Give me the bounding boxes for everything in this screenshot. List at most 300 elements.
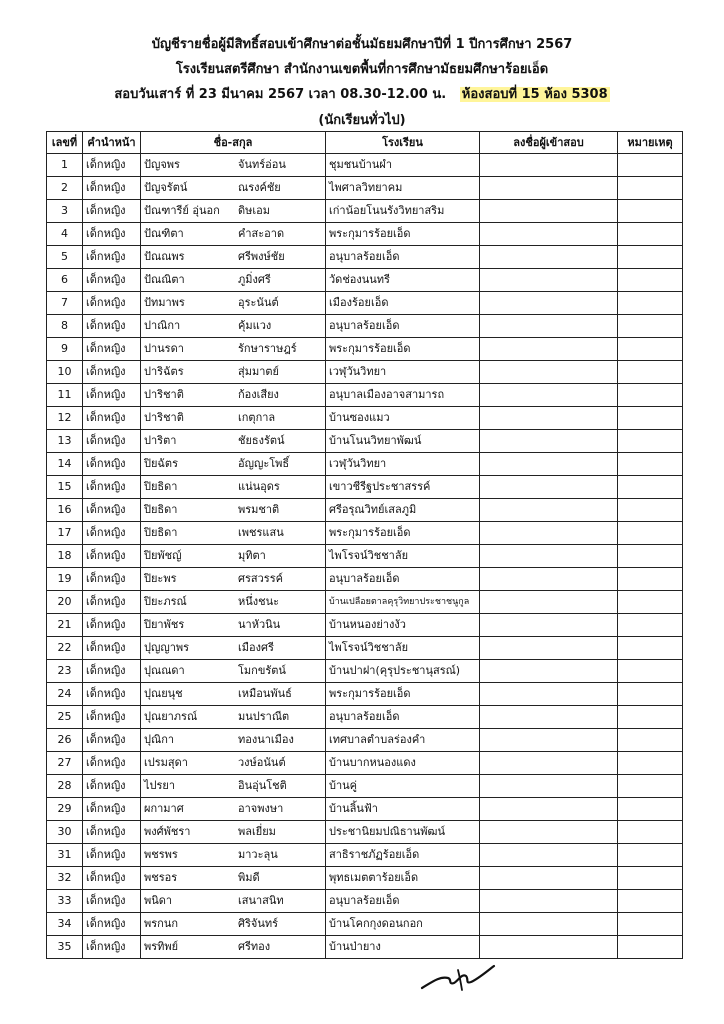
row-last-name: อัญญะโพธิ์ (238, 457, 290, 470)
column-header-signature: ลงชื่อผู้เข้าสอบ (480, 132, 618, 154)
table-row (47, 867, 683, 890)
row-first-name: ปัณฑิตา (144, 227, 184, 240)
row-full-name (141, 568, 326, 591)
row-prefix: เด็กหญิง (83, 821, 141, 844)
row-prefix: เด็กหญิง (83, 775, 141, 798)
row-first-name: ปุณิกา (144, 733, 175, 746)
row-number: 34 (47, 913, 83, 936)
row-school: เทศบาลตำบลร่องคำ (326, 729, 480, 752)
row-last-name: มนปราณีต (238, 710, 290, 723)
row-number: 22 (47, 637, 83, 660)
row-last-name: สุ่มมาตย์ (238, 365, 279, 378)
row-signature-cell (480, 568, 618, 591)
row-school: ไพโรจน์วิชชาลัย (326, 545, 480, 568)
row-signature-cell (480, 338, 618, 361)
row-last-name: เกตุกาล (238, 411, 276, 424)
row-prefix: เด็กหญิง (83, 729, 141, 752)
row-prefix: เด็กหญิง (83, 798, 141, 821)
row-number: 28 (47, 775, 83, 798)
row-first-name: ผกามาศ (144, 802, 184, 815)
row-last-name: เมืองศรี (238, 641, 274, 654)
row-prefix: เด็กหญิง (83, 522, 141, 545)
row-signature-cell (480, 936, 618, 959)
row-remark-cell (618, 453, 683, 476)
row-signature-cell (480, 614, 618, 637)
row-signature-cell (480, 545, 618, 568)
row-prefix: เด็กหญิง (83, 338, 141, 361)
row-prefix: เด็กหญิง (83, 292, 141, 315)
table-row (47, 154, 683, 177)
row-remark-cell (618, 706, 683, 729)
row-remark-cell (618, 384, 683, 407)
row-remark-cell (618, 361, 683, 384)
row-number: 11 (47, 384, 83, 407)
row-signature-cell (480, 729, 618, 752)
row-signature-cell (480, 246, 618, 269)
row-school: อนุบาลเมืองอาจสามารถ (326, 384, 480, 407)
row-school: เวฬุวันวิทยา (326, 361, 480, 384)
row-school: อนุบาลร้อยเอ็ด (326, 246, 480, 269)
roster-body (47, 154, 683, 959)
row-prefix: เด็กหญิง (83, 913, 141, 936)
row-full-name (141, 476, 326, 499)
row-last-name: ทองนาเมือง (238, 733, 294, 746)
table-row (47, 821, 683, 844)
row-prefix: เด็กหญิง (83, 200, 141, 223)
row-remark-cell (618, 292, 683, 315)
row-first-name: ปัณฑารีย์ อุ่นอก (144, 204, 220, 217)
row-remark-cell (618, 430, 683, 453)
row-last-name: ศรสวรรค์ (238, 572, 283, 585)
row-number: 16 (47, 499, 83, 522)
table-row (47, 913, 683, 936)
row-prefix: เด็กหญิง (83, 890, 141, 913)
row-prefix: เด็กหญิง (83, 706, 141, 729)
row-last-name: อาจพงษา (238, 802, 284, 815)
row-last-name: อุระนันต์ (238, 296, 279, 309)
row-remark-cell (618, 614, 683, 637)
row-last-name: พรมชาติ (238, 503, 280, 516)
row-prefix: เด็กหญิง (83, 361, 141, 384)
row-first-name: พงศ์พัชรา (144, 825, 191, 838)
row-remark-cell (618, 936, 683, 959)
row-number: 4 (47, 223, 83, 246)
row-first-name: พนิดา (144, 894, 173, 907)
exam-schedule (0, 86, 724, 104)
row-full-name (141, 361, 326, 384)
student-roster-table (46, 131, 683, 959)
row-prefix: เด็กหญิง (83, 315, 141, 338)
row-prefix: เด็กหญิง (83, 591, 141, 614)
table-row (47, 752, 683, 775)
table-row (47, 476, 683, 499)
table-row (47, 614, 683, 637)
row-remark-cell (618, 315, 683, 338)
table-row (47, 315, 683, 338)
row-signature-cell (480, 775, 618, 798)
row-last-name: หนึ่งชนะ (238, 595, 280, 608)
row-signature-cell (480, 637, 618, 660)
row-first-name: ปุณยาภรณ์ (144, 710, 198, 723)
row-first-name: พรกนก (144, 917, 178, 930)
row-school: พระกุมารร้อยเอ็ด (326, 338, 480, 361)
row-last-name: ดิษเอม (238, 204, 271, 217)
table-row (47, 798, 683, 821)
row-full-name (141, 430, 326, 453)
row-first-name: ไปรยา (144, 779, 176, 792)
table-row (47, 361, 683, 384)
row-prefix: เด็กหญิง (83, 844, 141, 867)
row-signature-cell (480, 660, 618, 683)
row-full-name (141, 200, 326, 223)
row-remark-cell (618, 775, 683, 798)
row-number: 18 (47, 545, 83, 568)
row-remark-cell (618, 913, 683, 936)
row-number: 9 (47, 338, 83, 361)
row-signature-cell (480, 269, 618, 292)
row-first-name: ปัญจรัตน์ (144, 181, 188, 194)
row-full-name (141, 706, 326, 729)
table-row (47, 568, 683, 591)
table-row (47, 292, 683, 315)
row-last-name: จันทร์อ่อน (238, 158, 286, 171)
row-school: บ้านป่ายาง (326, 936, 480, 959)
row-number: 24 (47, 683, 83, 706)
row-prefix: เด็กหญิง (83, 660, 141, 683)
table-row (47, 844, 683, 867)
row-full-name (141, 246, 326, 269)
row-number: 14 (47, 453, 83, 476)
table-row (47, 269, 683, 292)
row-remark-cell (618, 246, 683, 269)
row-school: บ้านโนนวิทยาพัฒน์ (326, 430, 480, 453)
row-last-name: คุ้มแวง (238, 319, 272, 332)
row-school: พุทธเมตตาร้อยเอ็ด (326, 867, 480, 890)
row-remark-cell (618, 591, 683, 614)
row-school: บ้านบากหนองแดง (326, 752, 480, 775)
row-full-name (141, 315, 326, 338)
row-signature-cell (480, 683, 618, 706)
row-number: 12 (47, 407, 83, 430)
row-signature-cell (480, 453, 618, 476)
row-remark-cell (618, 729, 683, 752)
row-school: อนุบาลร้อยเอ็ด (326, 706, 480, 729)
row-full-name (141, 522, 326, 545)
row-last-name: มาวะลุน (238, 848, 278, 861)
row-first-name: ปาณิกา (144, 319, 181, 332)
row-full-name (141, 269, 326, 292)
row-school: ไพศาลวิทยาคม (326, 177, 480, 200)
row-first-name: ปาริตา (144, 434, 177, 447)
row-full-name (141, 591, 326, 614)
column-header-prefix: คำนำหน้า (83, 132, 141, 154)
row-prefix: เด็กหญิง (83, 752, 141, 775)
row-prefix: เด็กหญิง (83, 246, 141, 269)
row-school: ประชานิยมปณิธานพัฒน์ (326, 821, 480, 844)
column-header-school: โรงเรียน (326, 132, 480, 154)
row-signature-cell (480, 844, 618, 867)
row-signature-cell (480, 591, 618, 614)
row-school: บ้านซองแมว (326, 407, 480, 430)
row-first-name: ปิยฉัตร (144, 457, 178, 470)
row-last-name: ภูมิ่งศรี (238, 273, 271, 286)
row-number: 30 (47, 821, 83, 844)
table-row (47, 522, 683, 545)
table-row (47, 384, 683, 407)
row-full-name (141, 775, 326, 798)
table-row (47, 706, 683, 729)
row-school: ชุมชนบ้านผำ (326, 154, 480, 177)
row-signature-cell (480, 384, 618, 407)
row-remark-cell (618, 890, 683, 913)
row-remark-cell (618, 637, 683, 660)
row-number: 6 (47, 269, 83, 292)
table-row (47, 338, 683, 361)
row-school: เก่าน้อยโนนรังวิทยาสริม (326, 200, 480, 223)
row-remark-cell (618, 499, 683, 522)
row-prefix: เด็กหญิง (83, 430, 141, 453)
row-prefix: เด็กหญิง (83, 568, 141, 591)
row-remark-cell (618, 660, 683, 683)
signature-mark (418, 958, 498, 992)
row-first-name: ปิยะภรณ์ (144, 595, 187, 608)
row-school: อนุบาลร้อยเอ็ด (326, 568, 480, 591)
row-school: อนุบาลร้อยเอ็ด (326, 315, 480, 338)
row-signature-cell (480, 292, 618, 315)
row-full-name (141, 338, 326, 361)
row-first-name: ปัญจพร (144, 158, 180, 171)
row-first-name: พชรอร (144, 871, 178, 884)
row-school: บ้านเปลือยตาลคุรุวิทยาประชาชนูกูล (326, 591, 480, 614)
row-full-name (141, 752, 326, 775)
row-school: ศรีอรุณวิทย์เสลภูมิ (326, 499, 480, 522)
table-row (47, 499, 683, 522)
row-remark-cell (618, 177, 683, 200)
row-signature-cell (480, 913, 618, 936)
table-header-row (47, 132, 683, 154)
row-signature-cell (480, 407, 618, 430)
row-prefix: เด็กหญิง (83, 867, 141, 890)
row-first-name: ปาริชาติ (144, 411, 184, 424)
row-full-name (141, 936, 326, 959)
row-remark-cell (618, 269, 683, 292)
row-first-name: พรทิพย์ (144, 940, 179, 953)
row-prefix: เด็กหญิง (83, 499, 141, 522)
row-remark-cell (618, 798, 683, 821)
column-header-remark: หมายเหตุ (618, 132, 683, 154)
row-signature-cell (480, 522, 618, 545)
row-first-name: ปาริชาติ (144, 388, 184, 401)
row-last-name: รักษาราษฎร์ (238, 342, 297, 355)
table-row (47, 660, 683, 683)
row-signature-cell (480, 476, 618, 499)
row-full-name (141, 637, 326, 660)
row-full-name (141, 890, 326, 913)
row-last-name: ศรีพงษ์ชัย (238, 250, 285, 263)
row-first-name: ปิยธิดา (144, 526, 178, 539)
row-signature-cell (480, 867, 618, 890)
row-signature-cell (480, 798, 618, 821)
row-first-name: ปิยธิดา (144, 480, 178, 493)
row-first-name: ปุณยนุช (144, 687, 183, 700)
row-number: 31 (47, 844, 83, 867)
row-prefix: เด็กหญิง (83, 476, 141, 499)
row-last-name: แน่นอุดร (238, 480, 280, 493)
table-row (47, 683, 683, 706)
row-number: 3 (47, 200, 83, 223)
row-remark-cell (618, 844, 683, 867)
row-first-name: ปุญญาพร (144, 641, 190, 654)
row-full-name (141, 453, 326, 476)
row-signature-cell (480, 315, 618, 338)
row-full-name (141, 407, 326, 430)
row-full-name (141, 614, 326, 637)
row-first-name: ปิยธิดา (144, 503, 178, 516)
row-last-name: ศรีทอง (238, 940, 271, 953)
table-row (47, 407, 683, 430)
row-signature-cell (480, 154, 618, 177)
row-signature-cell (480, 821, 618, 844)
row-prefix: เด็กหญิง (83, 177, 141, 200)
row-school: บ้านโคกกุงดอนกอก (326, 913, 480, 936)
row-full-name (141, 729, 326, 752)
row-number: 33 (47, 890, 83, 913)
row-school: พระกุมารร้อยเอ็ด (326, 683, 480, 706)
row-number: 13 (47, 430, 83, 453)
row-remark-cell (618, 752, 683, 775)
row-school: เวฬุวันวิทยา (326, 453, 480, 476)
row-remark-cell (618, 200, 683, 223)
row-last-name: มุทิตา (238, 549, 266, 562)
table-row (47, 177, 683, 200)
row-first-name: พชรพร (144, 848, 178, 861)
row-number: 2 (47, 177, 83, 200)
row-last-name: ศิริจันทร์ (238, 917, 279, 930)
table-row (47, 729, 683, 752)
row-last-name: เพชรแสน (238, 526, 284, 539)
row-number: 25 (47, 706, 83, 729)
row-number: 1 (47, 154, 83, 177)
row-prefix: เด็กหญิง (83, 154, 141, 177)
school-name: โรงเรียนสตรีศึกษา สำนักงานเขตพื้นที่การศึกษามัธยมศึกษาร้อยเอ็ด (175, 62, 549, 77)
row-school: ไพโรจน์วิชชาลัย (326, 637, 480, 660)
table-row (47, 246, 683, 269)
row-signature-cell (480, 361, 618, 384)
row-first-name: ปาริฉัตร (144, 365, 184, 378)
row-first-name: เปรมสุดา (144, 756, 188, 769)
row-school: เมืองร้อยเอ็ด (326, 292, 480, 315)
row-number: 8 (47, 315, 83, 338)
column-header-no: เลขที่ (47, 132, 83, 154)
row-last-name: ชัยธงรัตน์ (238, 434, 285, 447)
row-last-name: ก้องเสียง (238, 388, 279, 401)
row-full-name (141, 798, 326, 821)
row-prefix: เด็กหญิง (83, 545, 141, 568)
row-remark-cell (618, 568, 683, 591)
row-number: 7 (47, 292, 83, 315)
row-number: 27 (47, 752, 83, 775)
row-school: เขาวชีรีฐประชาสรรค์ (326, 476, 480, 499)
table-row (47, 890, 683, 913)
row-full-name (141, 292, 326, 315)
row-prefix: เด็กหญิง (83, 223, 141, 246)
row-signature-cell (480, 706, 618, 729)
row-number: 32 (47, 867, 83, 890)
row-school: บ้านหนองย่างงัว (326, 614, 480, 637)
row-last-name: นาหัวนิน (238, 618, 281, 631)
row-remark-cell (618, 154, 683, 177)
row-full-name (141, 821, 326, 844)
row-prefix: เด็กหญิง (83, 936, 141, 959)
row-first-name: ปุณณดา (144, 664, 185, 677)
row-full-name (141, 660, 326, 683)
row-signature-cell (480, 430, 618, 453)
row-number: 26 (47, 729, 83, 752)
row-number: 21 (47, 614, 83, 637)
row-prefix: เด็กหญิง (83, 683, 141, 706)
row-last-name: ณรงค์ชัย (238, 181, 281, 194)
row-first-name: ปิยพัชญ์ (144, 549, 182, 562)
row-last-name: โมกขรัตน์ (238, 664, 286, 677)
row-prefix: เด็กหญิง (83, 614, 141, 637)
row-last-name: เหมือนพันธ์ (238, 687, 292, 700)
row-prefix: เด็กหญิง (83, 269, 141, 292)
row-school: พระกุมารร้อยเอ็ด (326, 223, 480, 246)
row-number: 19 (47, 568, 83, 591)
table-row (47, 637, 683, 660)
row-remark-cell (618, 223, 683, 246)
row-full-name (141, 867, 326, 890)
row-full-name (141, 384, 326, 407)
row-first-name: ปิยาพัชร (144, 618, 185, 631)
row-number: 10 (47, 361, 83, 384)
row-signature-cell (480, 499, 618, 522)
row-signature-cell (480, 200, 618, 223)
table-row (47, 545, 683, 568)
row-full-name (141, 223, 326, 246)
row-full-name (141, 545, 326, 568)
row-signature-cell (480, 177, 618, 200)
row-school: บ้านปาฝา(คุรุประชานุสรณ์) (326, 660, 480, 683)
row-school: บ้านลิ้นฟ้า (326, 798, 480, 821)
exam-date-time: สอบวันเสาร์ ที่ 23 มีนาคม 2567 เวลา 08.30-12.00 น. (114, 87, 447, 102)
row-last-name: เสนาสนิท (238, 894, 284, 907)
row-school: วัดช่องนนทรี (326, 269, 480, 292)
row-remark-cell (618, 407, 683, 430)
row-remark-cell (618, 821, 683, 844)
row-remark-cell (618, 545, 683, 568)
row-last-name: อินอุ่นโชติ (238, 779, 287, 792)
row-number: 23 (47, 660, 83, 683)
row-number: 20 (47, 591, 83, 614)
row-last-name: คำสะอาด (238, 227, 285, 240)
row-school: สาธิราชภัฏร้อยเอ็ด (326, 844, 480, 867)
row-full-name (141, 683, 326, 706)
row-remark-cell (618, 338, 683, 361)
row-number: 35 (47, 936, 83, 959)
table-row (47, 936, 683, 959)
row-first-name: ปัณณิตา (144, 273, 185, 286)
row-full-name (141, 499, 326, 522)
row-first-name: ปัทมาพร (144, 296, 185, 309)
row-remark-cell (618, 867, 683, 890)
exam-room-highlight: ห้องสอบที่ 15 ห้อง 5308 (461, 87, 608, 102)
row-last-name: พิมดี (238, 871, 260, 884)
row-first-name: ปานรดา (144, 342, 184, 355)
row-number: 15 (47, 476, 83, 499)
row-school: พระกุมารร้อยเอ็ด (326, 522, 480, 545)
row-school: อนุบาลร้อยเอ็ด (326, 890, 480, 913)
